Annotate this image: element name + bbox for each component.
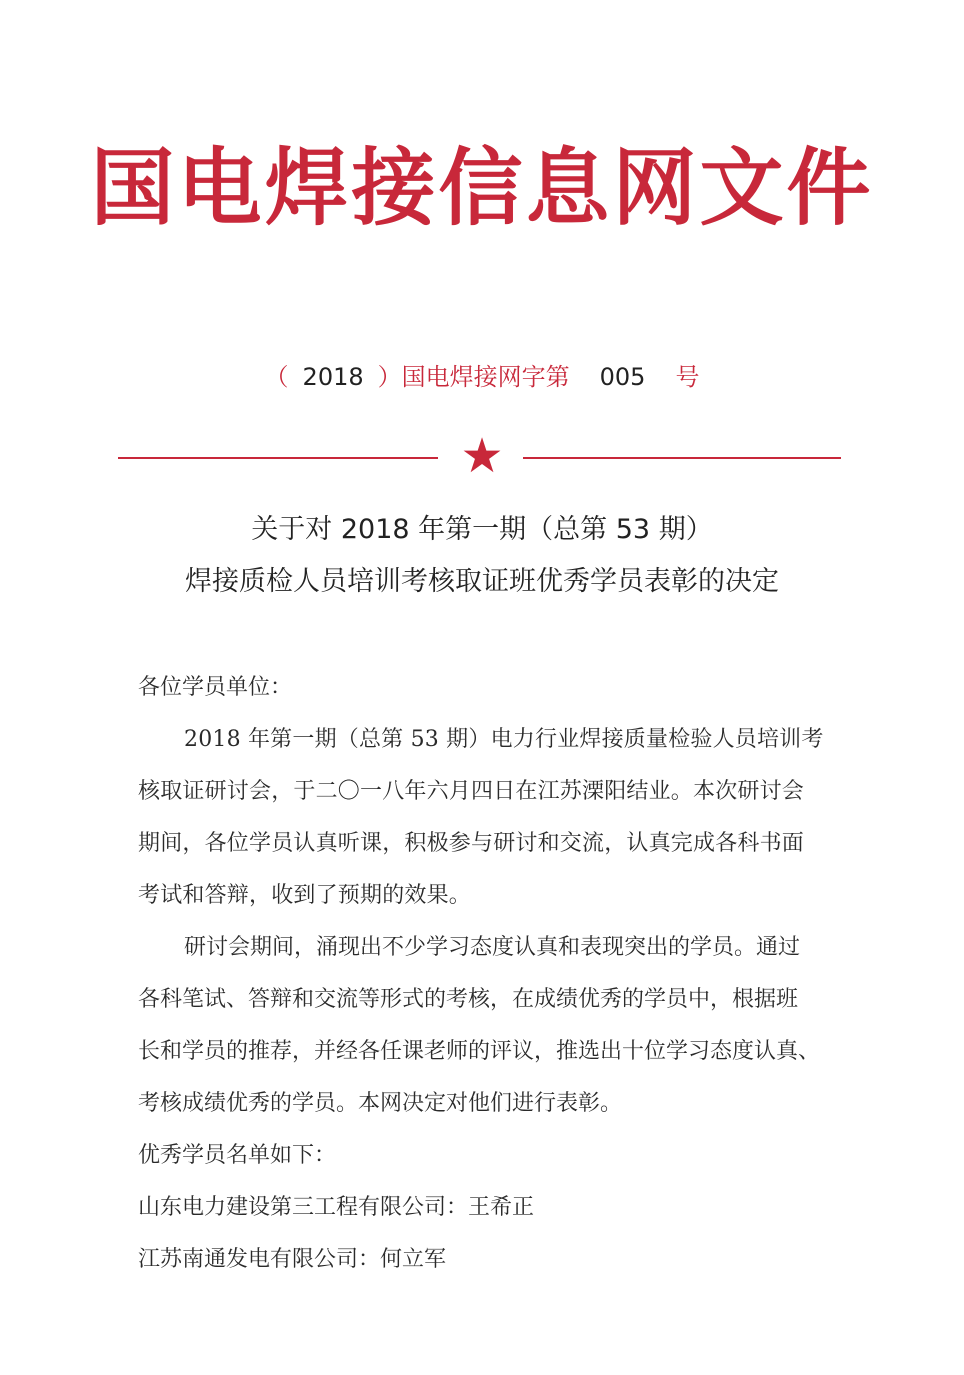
document-number xyxy=(0,360,964,394)
document-title-line-2: 焊接质检人员培训考核取证班优秀学员表彰的决定 xyxy=(185,566,779,597)
doc-number-close-paren: ） xyxy=(377,363,402,391)
paragraph-1-line: 考试和答辩，收到了预期的效果。 xyxy=(138,883,472,908)
paragraph-1-line: 2018 年第一期（总第 53 期）电力行业焊接质量检验人员培训考 xyxy=(184,727,824,752)
awardee-list-item: 山东电力建设第三工程有限公司：王希正 xyxy=(138,1195,535,1220)
doc-number-issuer: 国电焊接网字第 xyxy=(401,363,570,391)
paragraph-1-line: 核取证研讨会，于二〇一八年六月四日在江苏溧阳结业。本次研讨会 xyxy=(138,779,805,804)
paragraph-2-line: 研讨会期间，涌现出不少学习态度认真和表现突出的学员。通过 xyxy=(184,935,801,960)
document-title-line-1: 关于对 2018 年第一期（总第 53 期） xyxy=(251,514,713,545)
masthead-title: 国电焊接信息网文件 xyxy=(90,138,874,237)
paragraph-2-line: 考核成绩优秀的学员。本网决定对他们进行表彰。 xyxy=(138,1091,623,1116)
doc-number-suffix: 号 xyxy=(675,363,700,391)
doc-number-serial: 005 xyxy=(599,363,646,391)
paragraph-2 xyxy=(138,922,838,1130)
divider-rule-right xyxy=(523,457,841,459)
awardee-list-item: 江苏南通发电有限公司：何立军 xyxy=(138,1247,447,1272)
paragraph-1 xyxy=(138,714,838,922)
paragraph-2-line: 各科笔试、答辩和交流等形式的考核，在成绩优秀的学员中，根据班 xyxy=(138,987,799,1012)
awardee-list-heading: 优秀学员名单如下： xyxy=(138,1143,337,1168)
paragraph-2-line: 长和学员的推荐，并经各任课老师的评议，推选出十位学习态度认真、 xyxy=(138,1039,821,1064)
doc-number-year: 2018 xyxy=(302,363,364,391)
divider-rule-left xyxy=(118,457,438,459)
star-icon: ★ xyxy=(460,428,504,484)
salutation: 各位学员单位： xyxy=(138,675,293,700)
paragraph-1-line: 期间，各位学员认真听课，积极参与研讨和交流，认真完成各科书面 xyxy=(138,831,805,856)
doc-number-open-paren: （ xyxy=(264,363,289,391)
